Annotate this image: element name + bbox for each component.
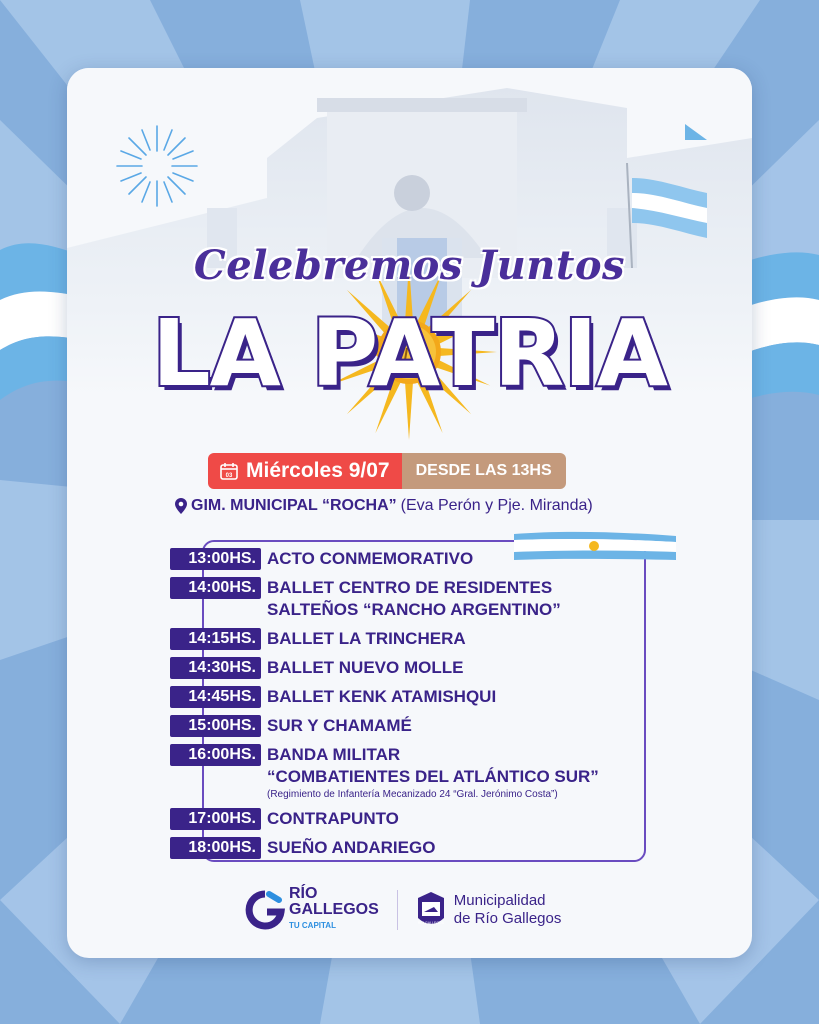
schedule-list: [170, 548, 599, 866]
municipality-line2: de Río Gallegos: [453, 910, 562, 927]
schedule-time: 14:00HS.: [170, 577, 261, 599]
schedule-time: 18:00HS.: [170, 837, 261, 859]
activity-note: (Regimiento de Infantería Mecanizado 24 “Gral. Jerónimo Costa”): [267, 789, 558, 800]
rio-gallegos-tagline: TU CAPITAL: [289, 921, 336, 930]
calendar-icon: [220, 462, 238, 480]
firework-icon: [107, 116, 207, 216]
schedule-row: [170, 837, 599, 859]
activity-line: SALTEÑOS “RANCHO ARGENTINO”: [267, 600, 561, 619]
schedule-row: [170, 657, 599, 679]
event-start-time: DESDE LAS 13HS: [402, 453, 566, 489]
rio-gallegos-line1: RÍO: [289, 885, 318, 902]
schedule-time: 16:00HS.: [170, 744, 261, 766]
schedule-time: 13:00HS.: [170, 548, 261, 570]
title-script: Celebremos Juntos: [193, 242, 626, 289]
activity-line: ACTO CONMEMORATIVO: [267, 549, 474, 568]
schedule-time: 14:15HS.: [170, 628, 261, 650]
date-badge: [208, 453, 402, 489]
schedule-time: 14:30HS.: [170, 657, 261, 679]
place-name: GIM. MUNICIPAL “ROCHA”: [191, 497, 397, 514]
rio-gallegos-logo: [245, 886, 379, 934]
schedule-row: [170, 548, 599, 570]
place-address: (Eva Perón y Pje. Miranda): [400, 497, 593, 514]
schedule-time: 17:00HS.: [170, 808, 261, 830]
schedule-activity: [267, 628, 466, 650]
activity-line: “COMBATIENTES DEL ATLÁNTICO SUR”: [267, 767, 599, 786]
rio-gallegos-line2: GALLEGOS: [289, 901, 379, 918]
municipality-shield-icon: [416, 890, 446, 930]
schedule-activity: [267, 686, 496, 708]
footer-logos: [245, 885, 561, 935]
event-date: Miércoles 9/07: [246, 459, 390, 482]
schedule-activity: [267, 657, 463, 679]
rio-gallegos-g-icon: [245, 890, 285, 930]
schedule-row: [170, 686, 599, 708]
calendar-day: 03: [225, 473, 233, 479]
activity-line: BALLET NUEVO MOLLE: [267, 658, 464, 677]
schedule-activity: [267, 715, 412, 737]
activity-line: BALLET CENTRO DE RESIDENTES: [267, 578, 553, 597]
schedule-time: 14:45HS.: [170, 686, 261, 708]
activity-line: BANDA MILITAR: [267, 745, 401, 764]
title-main: LA PATRIA: [152, 300, 667, 407]
activity-line: SUR Y CHAMAMÉ: [267, 716, 412, 735]
schedule-row: [170, 744, 599, 801]
shield-caption: RIO GALLEGOS: [417, 921, 444, 925]
schedule-activity: [267, 548, 473, 570]
schedule-row: [170, 808, 599, 830]
schedule-activity: [267, 744, 599, 801]
location-pin-icon: [175, 498, 187, 514]
logo-divider: [397, 890, 398, 930]
schedule-row: [170, 715, 599, 737]
schedule-row: [170, 628, 599, 650]
municipality-logo: [416, 890, 562, 930]
schedule-activity: [267, 837, 435, 859]
activity-line: CONTRAPUNTO: [267, 809, 399, 828]
schedule-row: [170, 577, 599, 621]
municipality-line1: Municipalidad: [453, 892, 546, 909]
schedule-activity: [267, 808, 399, 830]
schedule-time: 15:00HS.: [170, 715, 261, 737]
date-row: [208, 453, 566, 489]
activity-line: SUEÑO ANDARIEGO: [267, 838, 436, 857]
schedule-activity: [267, 577, 561, 621]
event-location: [175, 497, 593, 515]
activity-line: BALLET LA TRINCHERA: [267, 629, 466, 648]
activity-line: BALLET KENK ATAMISHQUI: [267, 687, 497, 706]
